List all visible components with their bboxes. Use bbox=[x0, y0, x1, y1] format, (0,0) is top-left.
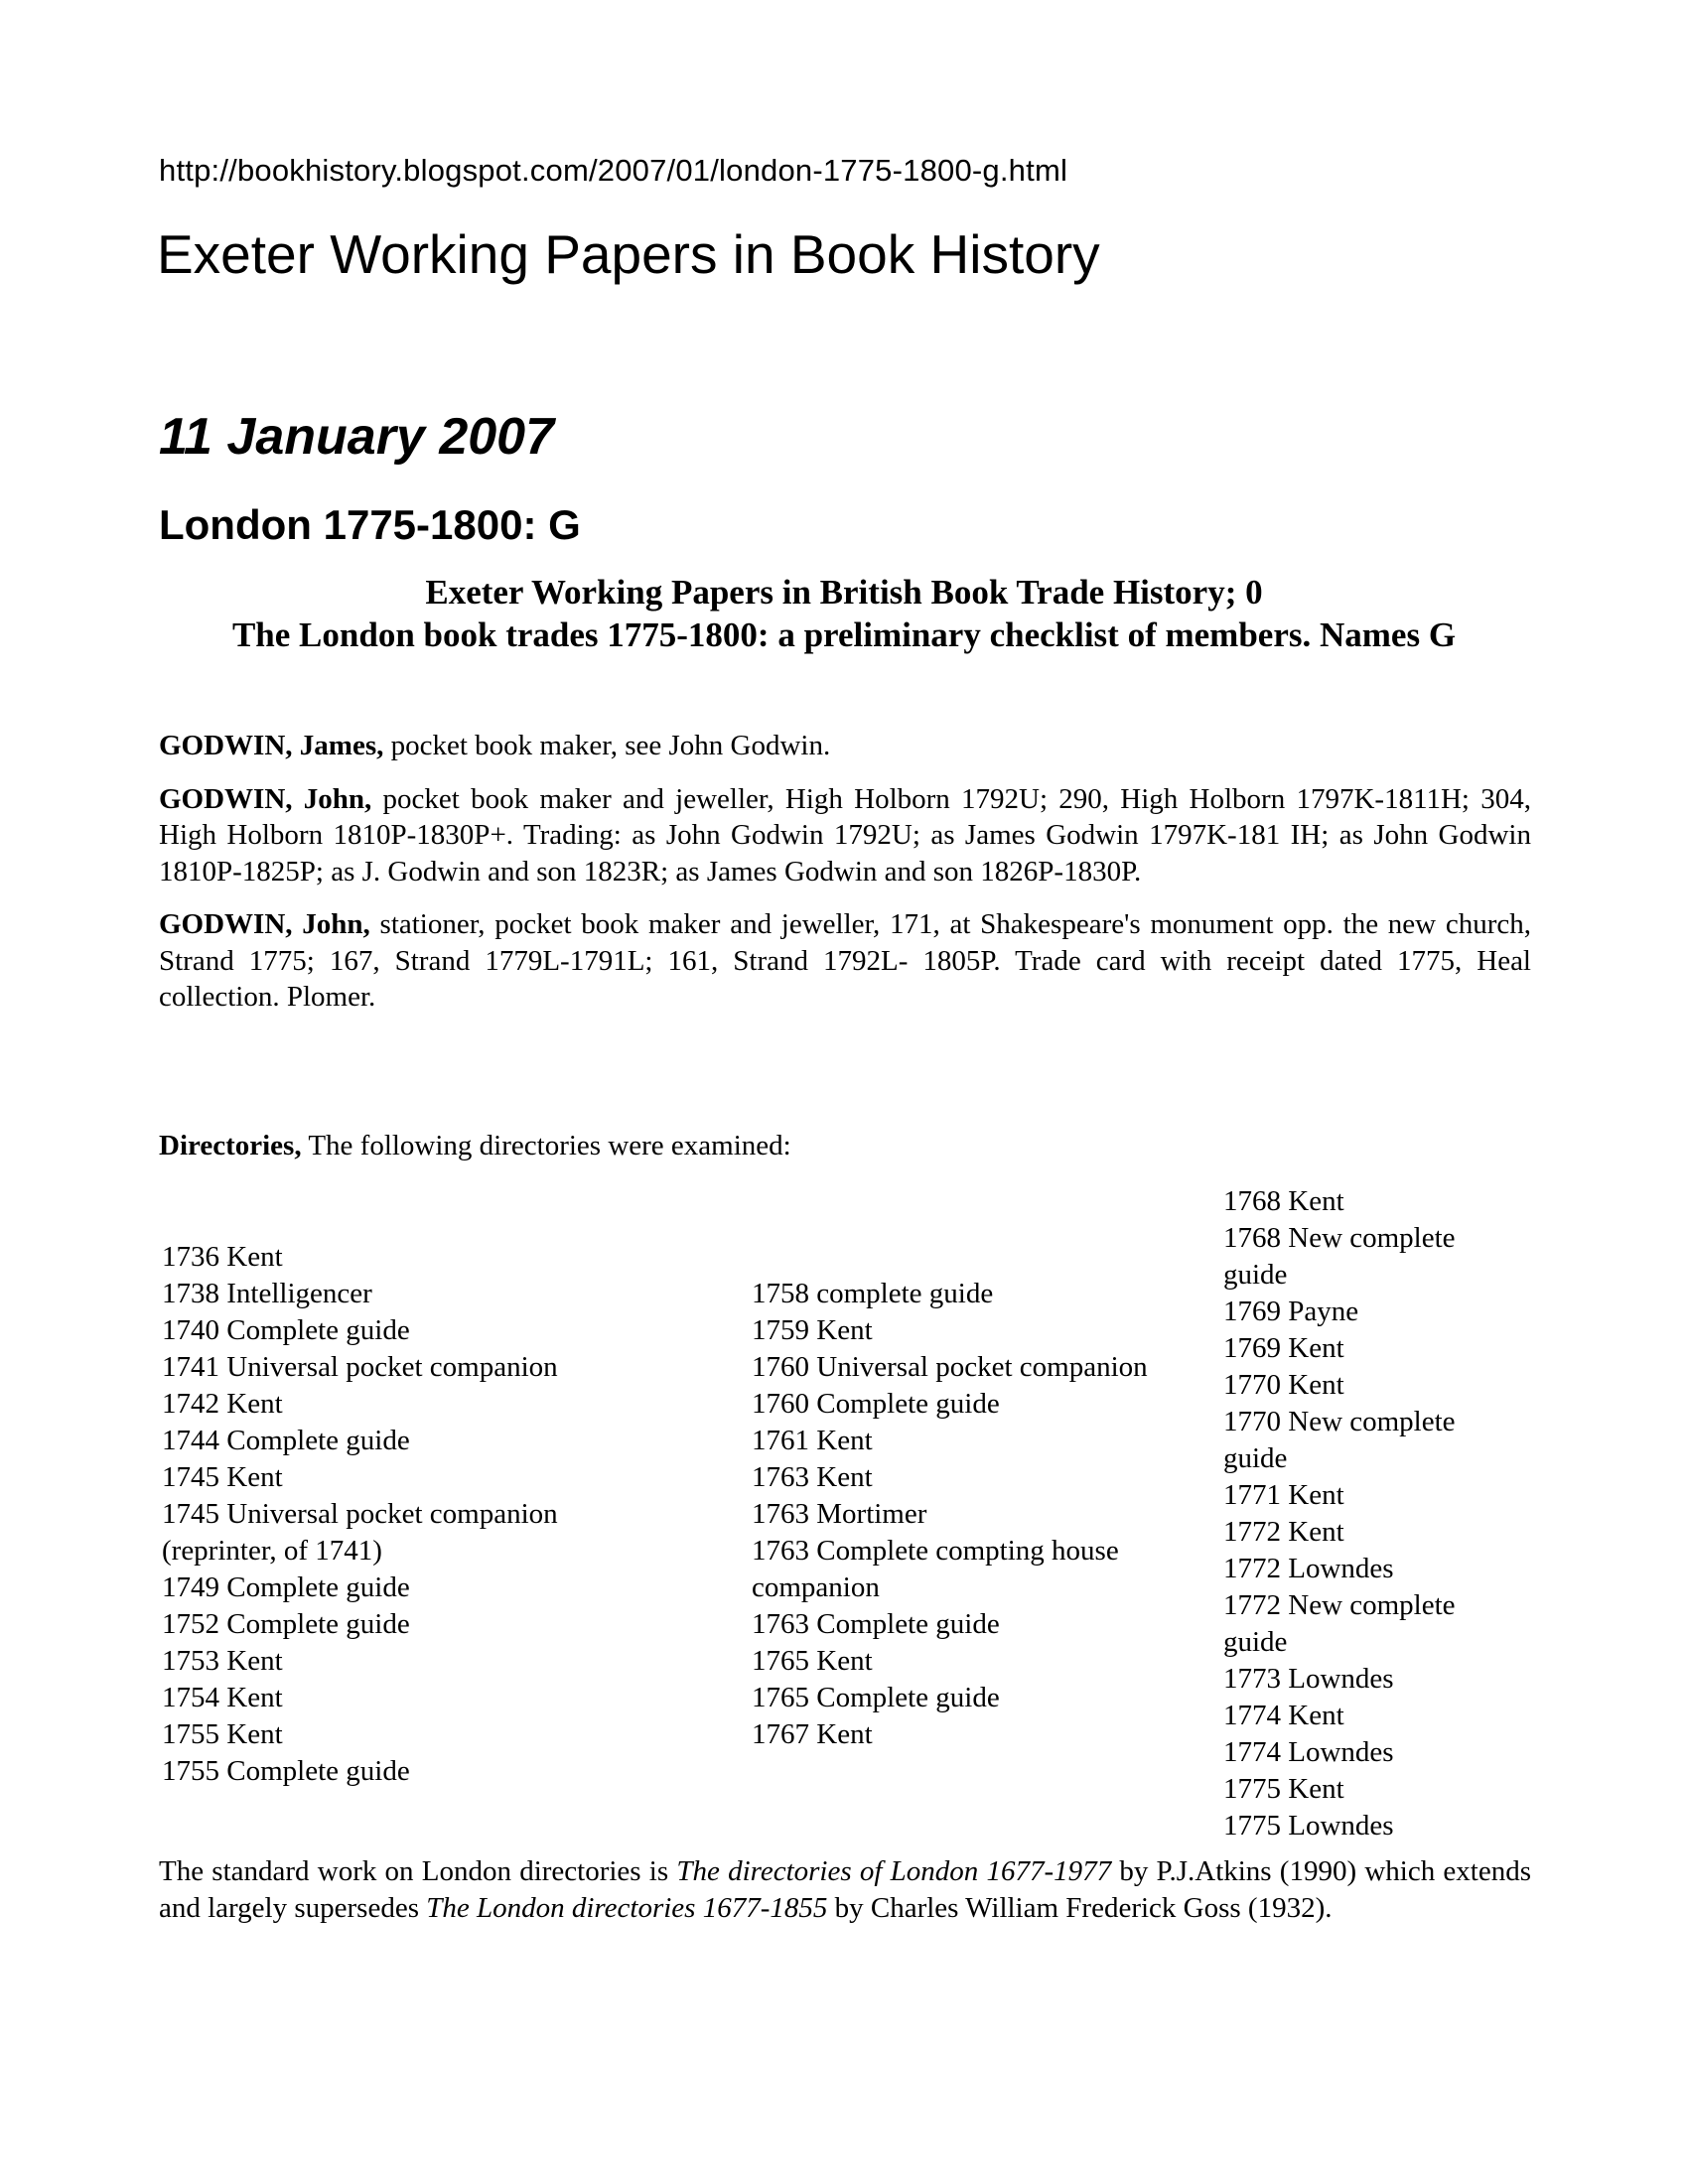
directory-item: 1763 Mortimer bbox=[752, 1498, 927, 1530]
directory-item: 1775 Lowndes bbox=[1223, 1810, 1394, 1842]
directory-item: 1749 Complete guide bbox=[162, 1571, 410, 1603]
entry-list bbox=[159, 728, 1531, 1032]
document-heading bbox=[159, 571, 1529, 656]
directory-item: 1742 Kent bbox=[162, 1388, 283, 1420]
directory-item: 1775 Kent bbox=[1223, 1773, 1344, 1805]
directories-intro bbox=[159, 1130, 791, 1162]
directory-item: 1738 Intelligencer bbox=[162, 1278, 372, 1309]
directory-item: 1769 Payne bbox=[1223, 1296, 1359, 1327]
directory-item: 1752 Complete guide bbox=[162, 1608, 410, 1640]
work-title: The directories of London 1677-1977 bbox=[676, 1855, 1112, 1887]
directory-item: 1758 complete guide bbox=[752, 1278, 994, 1309]
directory-item: 1772 New complete bbox=[1223, 1589, 1456, 1621]
directory-item: 1767 Kent bbox=[752, 1718, 873, 1750]
directory-item: guide bbox=[1223, 1442, 1288, 1474]
post-date: 11 January 2007 bbox=[159, 408, 554, 466]
directory-item: 1755 Kent bbox=[162, 1718, 283, 1750]
directory-item: 1741 Universal pocket companion bbox=[162, 1351, 558, 1383]
entry bbox=[159, 906, 1531, 1016]
directory-item: 1753 Kent bbox=[162, 1645, 283, 1677]
directory-item: 1761 Kent bbox=[752, 1425, 873, 1456]
directory-column-2 bbox=[752, 1276, 1218, 1753]
directory-item: companion bbox=[752, 1571, 880, 1603]
directory-item: 1769 Kent bbox=[1223, 1332, 1344, 1364]
directory-item: 1754 Kent bbox=[162, 1682, 283, 1713]
directory-item: 1774 Kent bbox=[1223, 1700, 1344, 1731]
closing-text: by Charles William Frederick Goss (1932). bbox=[827, 1892, 1333, 1924]
closing-paragraph bbox=[159, 1853, 1531, 1927]
work-title: The London directories 1677-1855 bbox=[426, 1892, 828, 1924]
directory-item: 1770 New complete bbox=[1223, 1406, 1456, 1437]
series-line: Exeter Working Papers in British Book Trade History; 0 bbox=[425, 573, 1263, 612]
directory-item: 1736 Kent bbox=[162, 1241, 283, 1273]
entry-text: pocket book maker and jeweller, High Holborn 1792U; 290, High Holborn 1797K-1811H; 304, High Holborn 1810P-1830P+. Trading: as John Godwin 1792U; as James Godwin 1797K-181 IH; as John Godwin 1810P-1825P; as J. Godwin and son 1823R; as James Godwin and son 1826P-1830P. bbox=[159, 782, 1531, 887]
directory-item: 1763 Kent bbox=[752, 1461, 873, 1493]
directory-item: guide bbox=[1223, 1259, 1288, 1291]
directory-item: 1744 Complete guide bbox=[162, 1425, 410, 1456]
directory-item: 1768 New complete bbox=[1223, 1222, 1456, 1254]
directory-item: 1763 Complete compting house bbox=[752, 1535, 1119, 1567]
directories-label: Directories, bbox=[159, 1130, 302, 1161]
directory-item: 1759 Kent bbox=[752, 1314, 873, 1346]
directory-item: 1773 Lowndes bbox=[1223, 1663, 1394, 1695]
post-title: London 1775-1800: G bbox=[159, 501, 581, 548]
entry-text: stationer, pocket book maker and jeweller, 171, at Shakespeare's monument opp. the new church, Strand 1775; 167, Strand 1779L-1791L; 161, Strand 1792L- 1805P. Trade card with receipt dated 1775, Heal collection. Plomer. bbox=[159, 908, 1532, 1013]
closing-text: by P.J.Atkins (1990) which extends and largely supersedes bbox=[159, 1855, 1531, 1924]
checklist-subtitle: The London book trades 1775-1800: a preliminary checklist of members. Names G bbox=[231, 615, 1457, 654]
directory-item: 1763 Complete guide bbox=[752, 1608, 1000, 1640]
directory-column-1 bbox=[162, 1239, 619, 1790]
directories-intro-text: The following directories were examined: bbox=[301, 1130, 791, 1161]
directory-item: 1740 Complete guide bbox=[162, 1314, 410, 1346]
directory-column-3 bbox=[1223, 1183, 1531, 1844]
entry-name: GODWIN, James, bbox=[159, 730, 384, 761]
directory-item: 1771 Kent bbox=[1223, 1479, 1344, 1511]
entry-name: GODWIN, John, bbox=[159, 908, 370, 940]
directory-item: 1765 Complete guide bbox=[752, 1682, 1000, 1713]
entry bbox=[159, 728, 1531, 764]
directory-item: 1760 Universal pocket companion bbox=[752, 1351, 1148, 1383]
directory-item: 1772 Kent bbox=[1223, 1516, 1344, 1548]
entry bbox=[159, 781, 1531, 890]
directory-item: 1774 Lowndes bbox=[1223, 1736, 1394, 1768]
entry-text: pocket book maker, see John Godwin. bbox=[383, 730, 831, 761]
closing-text: The standard work on London directories is bbox=[159, 1855, 677, 1887]
directory-item: guide bbox=[1223, 1626, 1288, 1658]
directory-item: 1760 Complete guide bbox=[752, 1388, 1000, 1420]
directory-item: 1768 Kent bbox=[1223, 1185, 1344, 1217]
directory-item: 1770 Kent bbox=[1223, 1369, 1344, 1401]
directory-item: 1745 Universal pocket companion bbox=[162, 1498, 558, 1530]
directory-item: 1772 Lowndes bbox=[1223, 1553, 1394, 1584]
source-url: http://bookhistory.blogspot.com/2007/01/london-1775-1800-g.html bbox=[159, 153, 1068, 188]
directory-item: 1755 Complete guide bbox=[162, 1755, 410, 1787]
site-title: Exeter Working Papers in Book History bbox=[157, 223, 1100, 285]
directory-item: 1745 Kent bbox=[162, 1461, 283, 1493]
entry-name: GODWIN, John, bbox=[159, 782, 372, 815]
directory-item: (reprinter, of 1741) bbox=[162, 1535, 382, 1567]
directory-item: 1765 Kent bbox=[752, 1645, 873, 1677]
